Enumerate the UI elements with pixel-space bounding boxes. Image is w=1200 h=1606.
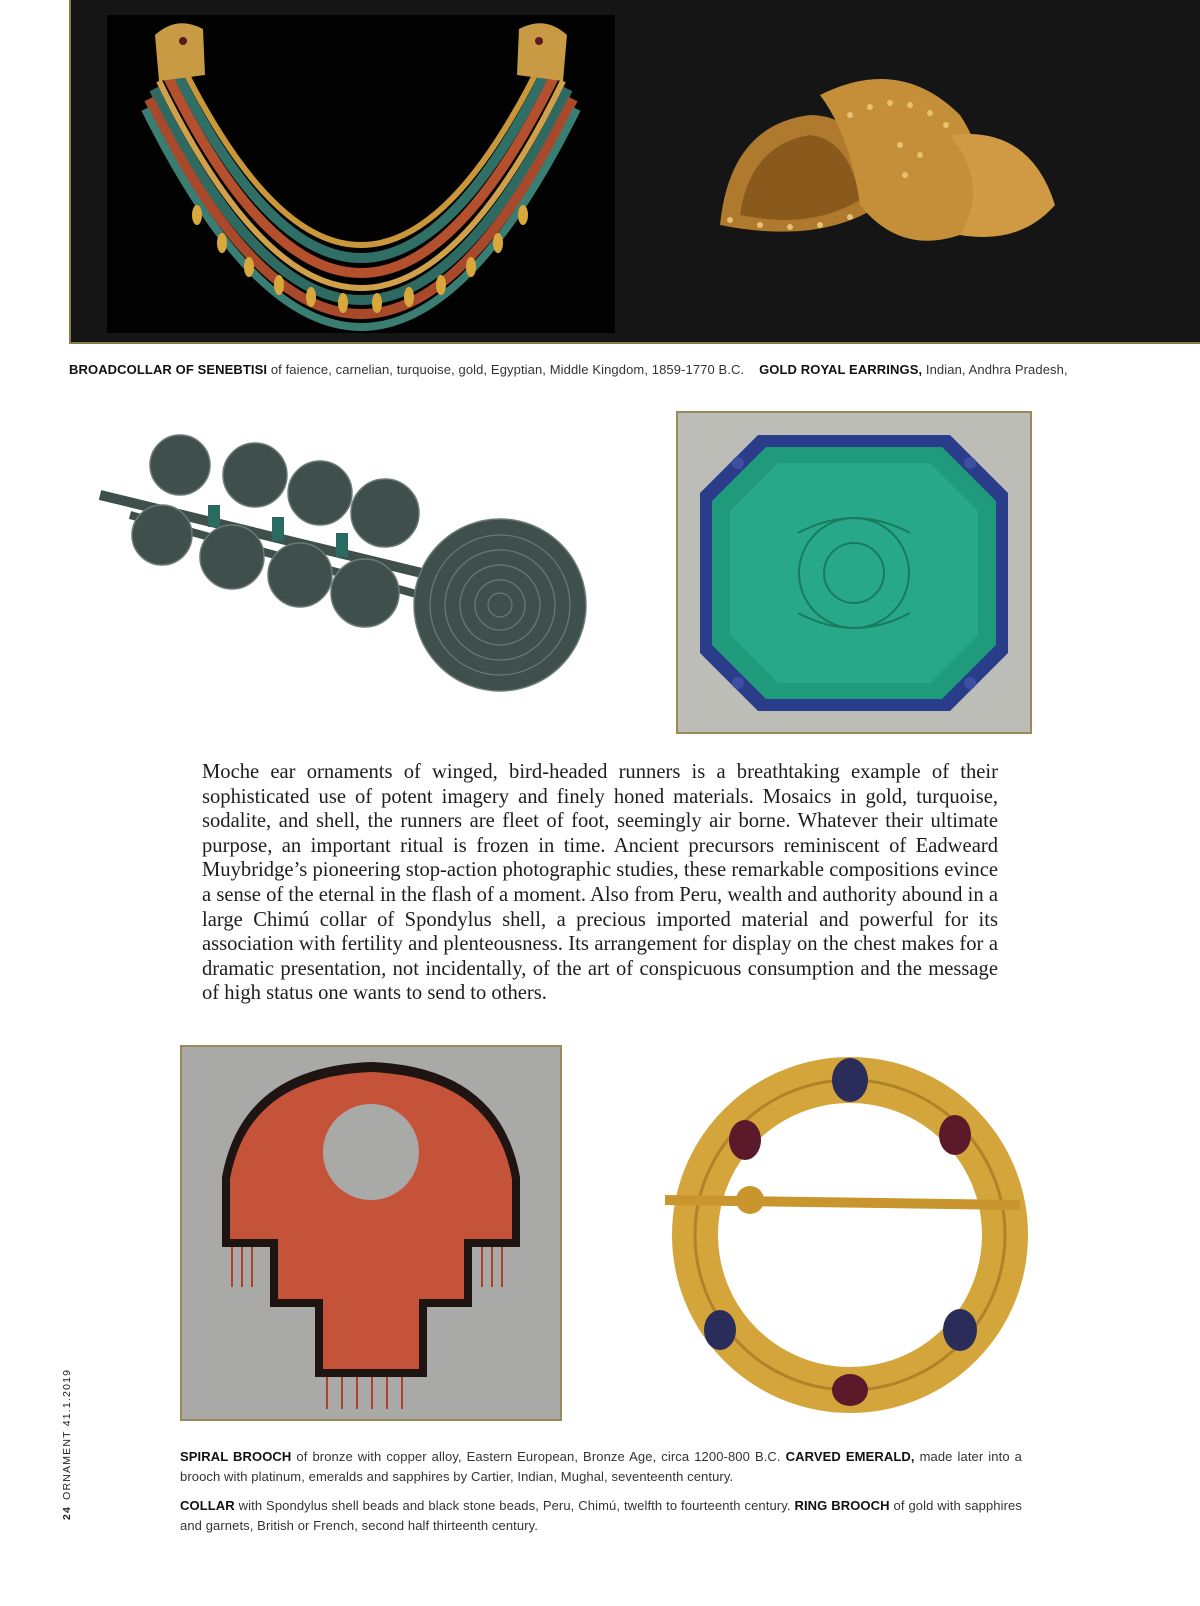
caption-ring-text: of gold with sapphires and garnets, British or French, second half thirteenth century. bbox=[180, 1498, 1022, 1533]
ring-brooch-photo bbox=[655, 1040, 1045, 1430]
caption-spiral-text: of bronze with copper alloy, Eastern European, Bronze Age, circa 1200-800 B.C. bbox=[291, 1449, 786, 1464]
article-body-text: Moche ear ornaments of winged, bird-headed runners is a breathtaking example of their sophisticated use of potent imagery and finely honed materials. Mosaics in gold, turquoise, sodalite, and shell, the runners are fleet of foot, seemingly air borne. Whatever their ultimate purpose, an important ritual is frozen in time. Ancient precursors reminiscent of Eadweard Muybridge’s pioneering stop-action photographic studies, these remarkable compositions evince a sense of the eternal in the flash of a moment. Also from Peru, wealth and authority abound in a large Chimú collar of Spondylus shell, a precious imported material and powerful for its association with fertility and plenteousness. Its arrangement for display on the chest makes for a dramatic presentation, not incidentally, of the art of conspicuous consumption and the message of high status one wants to send to others. bbox=[202, 761, 998, 1005]
spiral-brooch-photo bbox=[90, 425, 640, 715]
caption-ring-label: RING BROOCH bbox=[794, 1498, 890, 1513]
page-folio bbox=[61, 1369, 73, 1520]
caption-emerald-label: CARVED EMERALD, bbox=[785, 1449, 915, 1464]
broadcollar-photo bbox=[107, 15, 615, 333]
caption-spiral-label: SPIRAL BROOCH bbox=[180, 1449, 292, 1464]
page-number: 24 bbox=[61, 1505, 73, 1520]
bottom-caption-1 bbox=[180, 1447, 1022, 1487]
caption-broadcollar-text: of faience, carnelian, turquoise, gold, Egyptian, Middle Kingdom, 1859-1770 B.C. bbox=[267, 362, 745, 377]
caption-broadcollar-label: BROADCOLLAR OF SENEBTISI bbox=[69, 362, 268, 377]
gold-earrings-photo bbox=[700, 55, 1070, 265]
caption-collar-text: with Spondylus shell beads and black stone beads, Peru, Chimú, twelfth to fourteenth century. bbox=[234, 1498, 795, 1513]
bottom-caption-2 bbox=[180, 1496, 1022, 1536]
publication-issue: ORNAMENT 41.1.2019 bbox=[61, 1368, 73, 1500]
top-caption bbox=[69, 360, 1200, 380]
carved-emerald-photo bbox=[676, 411, 1032, 734]
caption-earrings-text: Indian, Andhra Pradesh, bbox=[922, 362, 1068, 377]
caption-earrings-label: GOLD ROYAL EARRINGS, bbox=[759, 362, 923, 377]
caption-collar-label: COLLAR bbox=[180, 1498, 235, 1513]
caption-emerald-text: made later into a brooch with platinum, emeralds and sapphires by Cartier, Indian, Mughal, seventeenth century. bbox=[180, 1449, 1022, 1484]
spondylus-collar-photo bbox=[180, 1045, 562, 1421]
